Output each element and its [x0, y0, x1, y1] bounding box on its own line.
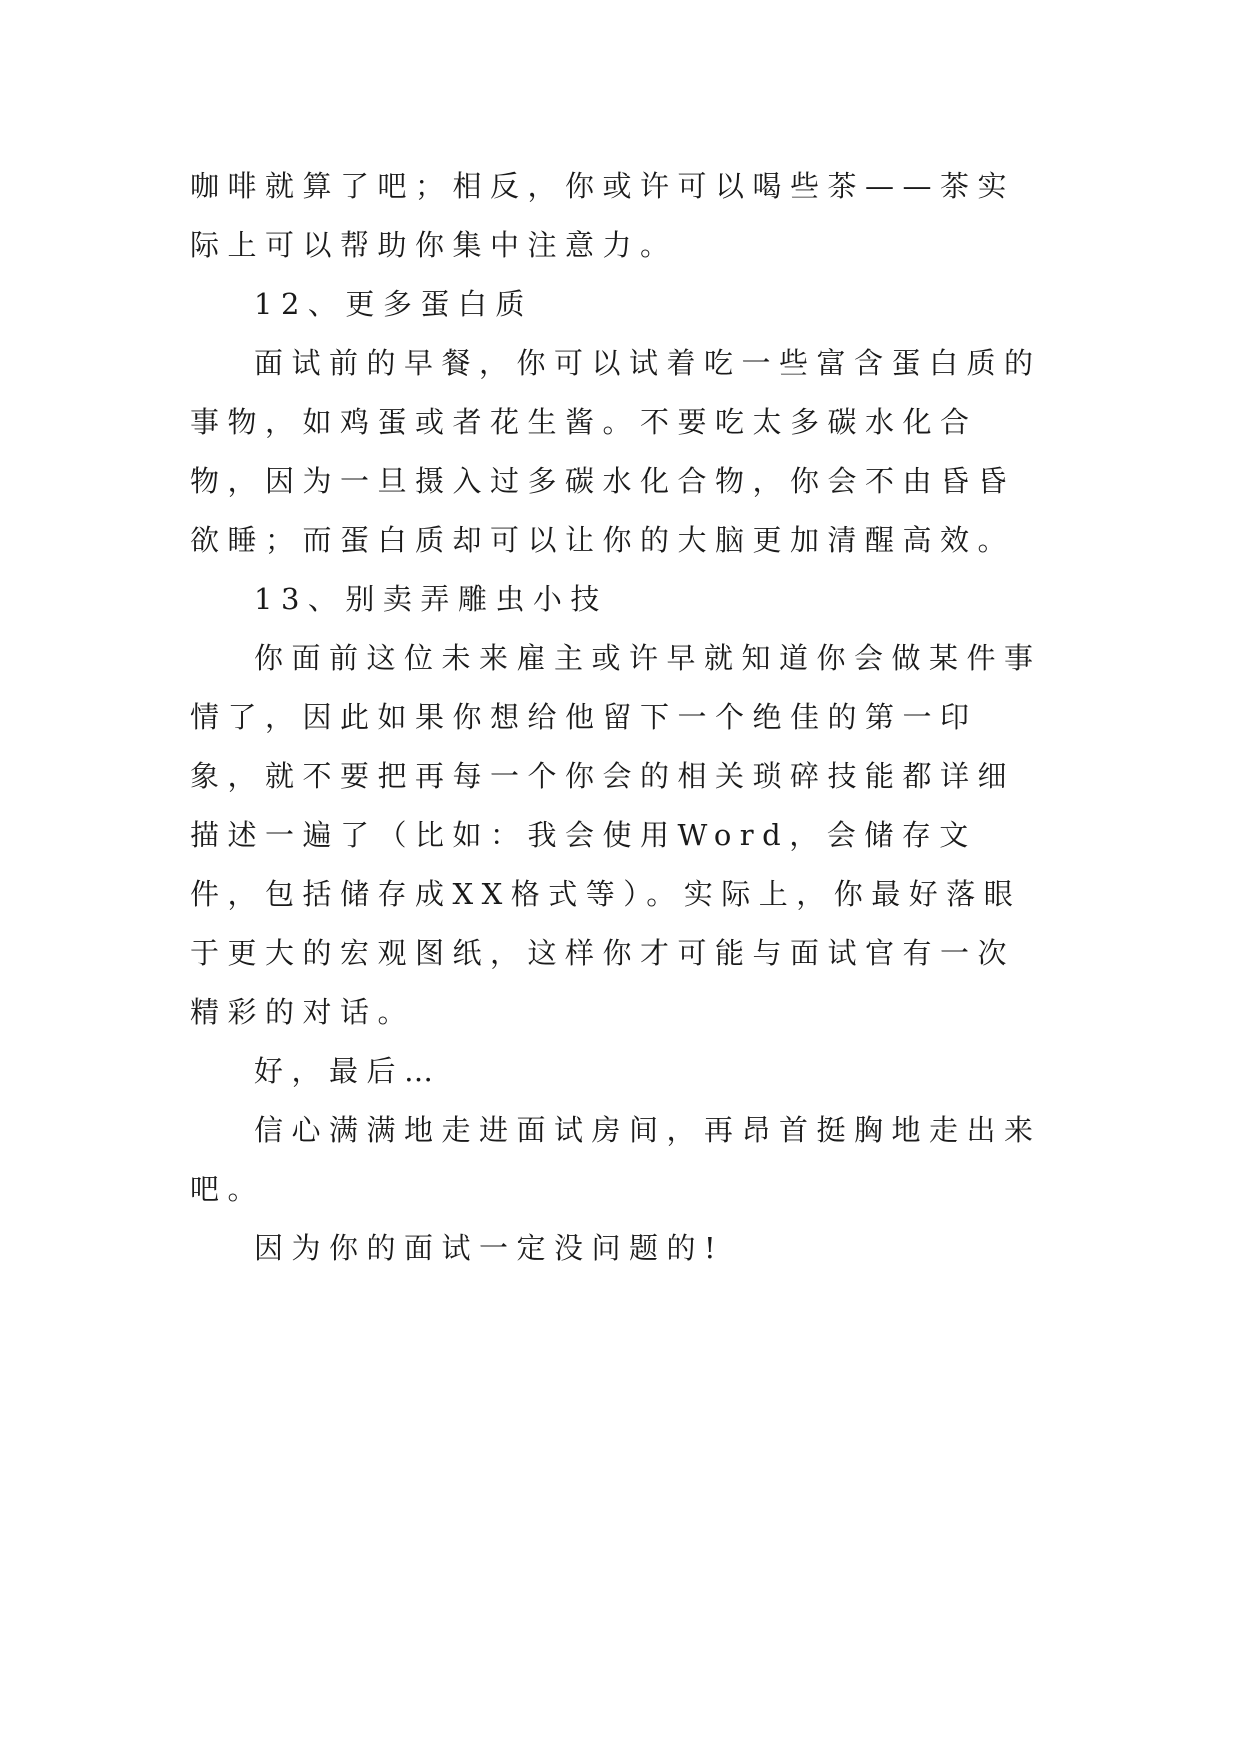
paragraph-closing: 因为你的面试一定没问题的! [254, 1231, 725, 1265]
paragraph-finally: 好，最后… [254, 1054, 442, 1088]
paragraph-coffee-tea: 咖啡就算了吧；相反，你或许可以喝些茶——茶实际上可以帮助你集中注意力。 [190, 169, 1016, 262]
document-body [190, 157, 1050, 1278]
heading-more-protein: 12、更多蛋白质 [254, 287, 533, 321]
heading-no-tricks: 13、别卖弄雕虫小技 [254, 582, 608, 616]
paragraph-breakfast: 面试前的早餐，你可以试着吃一些富含蛋白质的事物，如鸡蛋或者花生酱。不要吃太多碳水化合物，因为一旦摄入过多碳水化合物，你会不由昏昏欲睡；而蛋白质却可以让你的大脑更加清醒高效。 [190, 346, 1042, 557]
paragraph-confidence: 信心满满地走进面试房间，再昂首挺胸地走出来吧。 [190, 1113, 1042, 1206]
paragraph-employer: 你面前这位未来雇主或许早就知道你会做某件事情了，因此如果你想给他留下一个绝佳的第一印象，就不要把再每一个你会的相关琐碎技能都详细描述一遍了（比如：我会使用Word，会储存文件，包括储存成XX格式等）。实际上，你最好落眼于更大的宏观图纸，这样你才可能与面试官有一次精彩的对话。 [190, 641, 1042, 1029]
